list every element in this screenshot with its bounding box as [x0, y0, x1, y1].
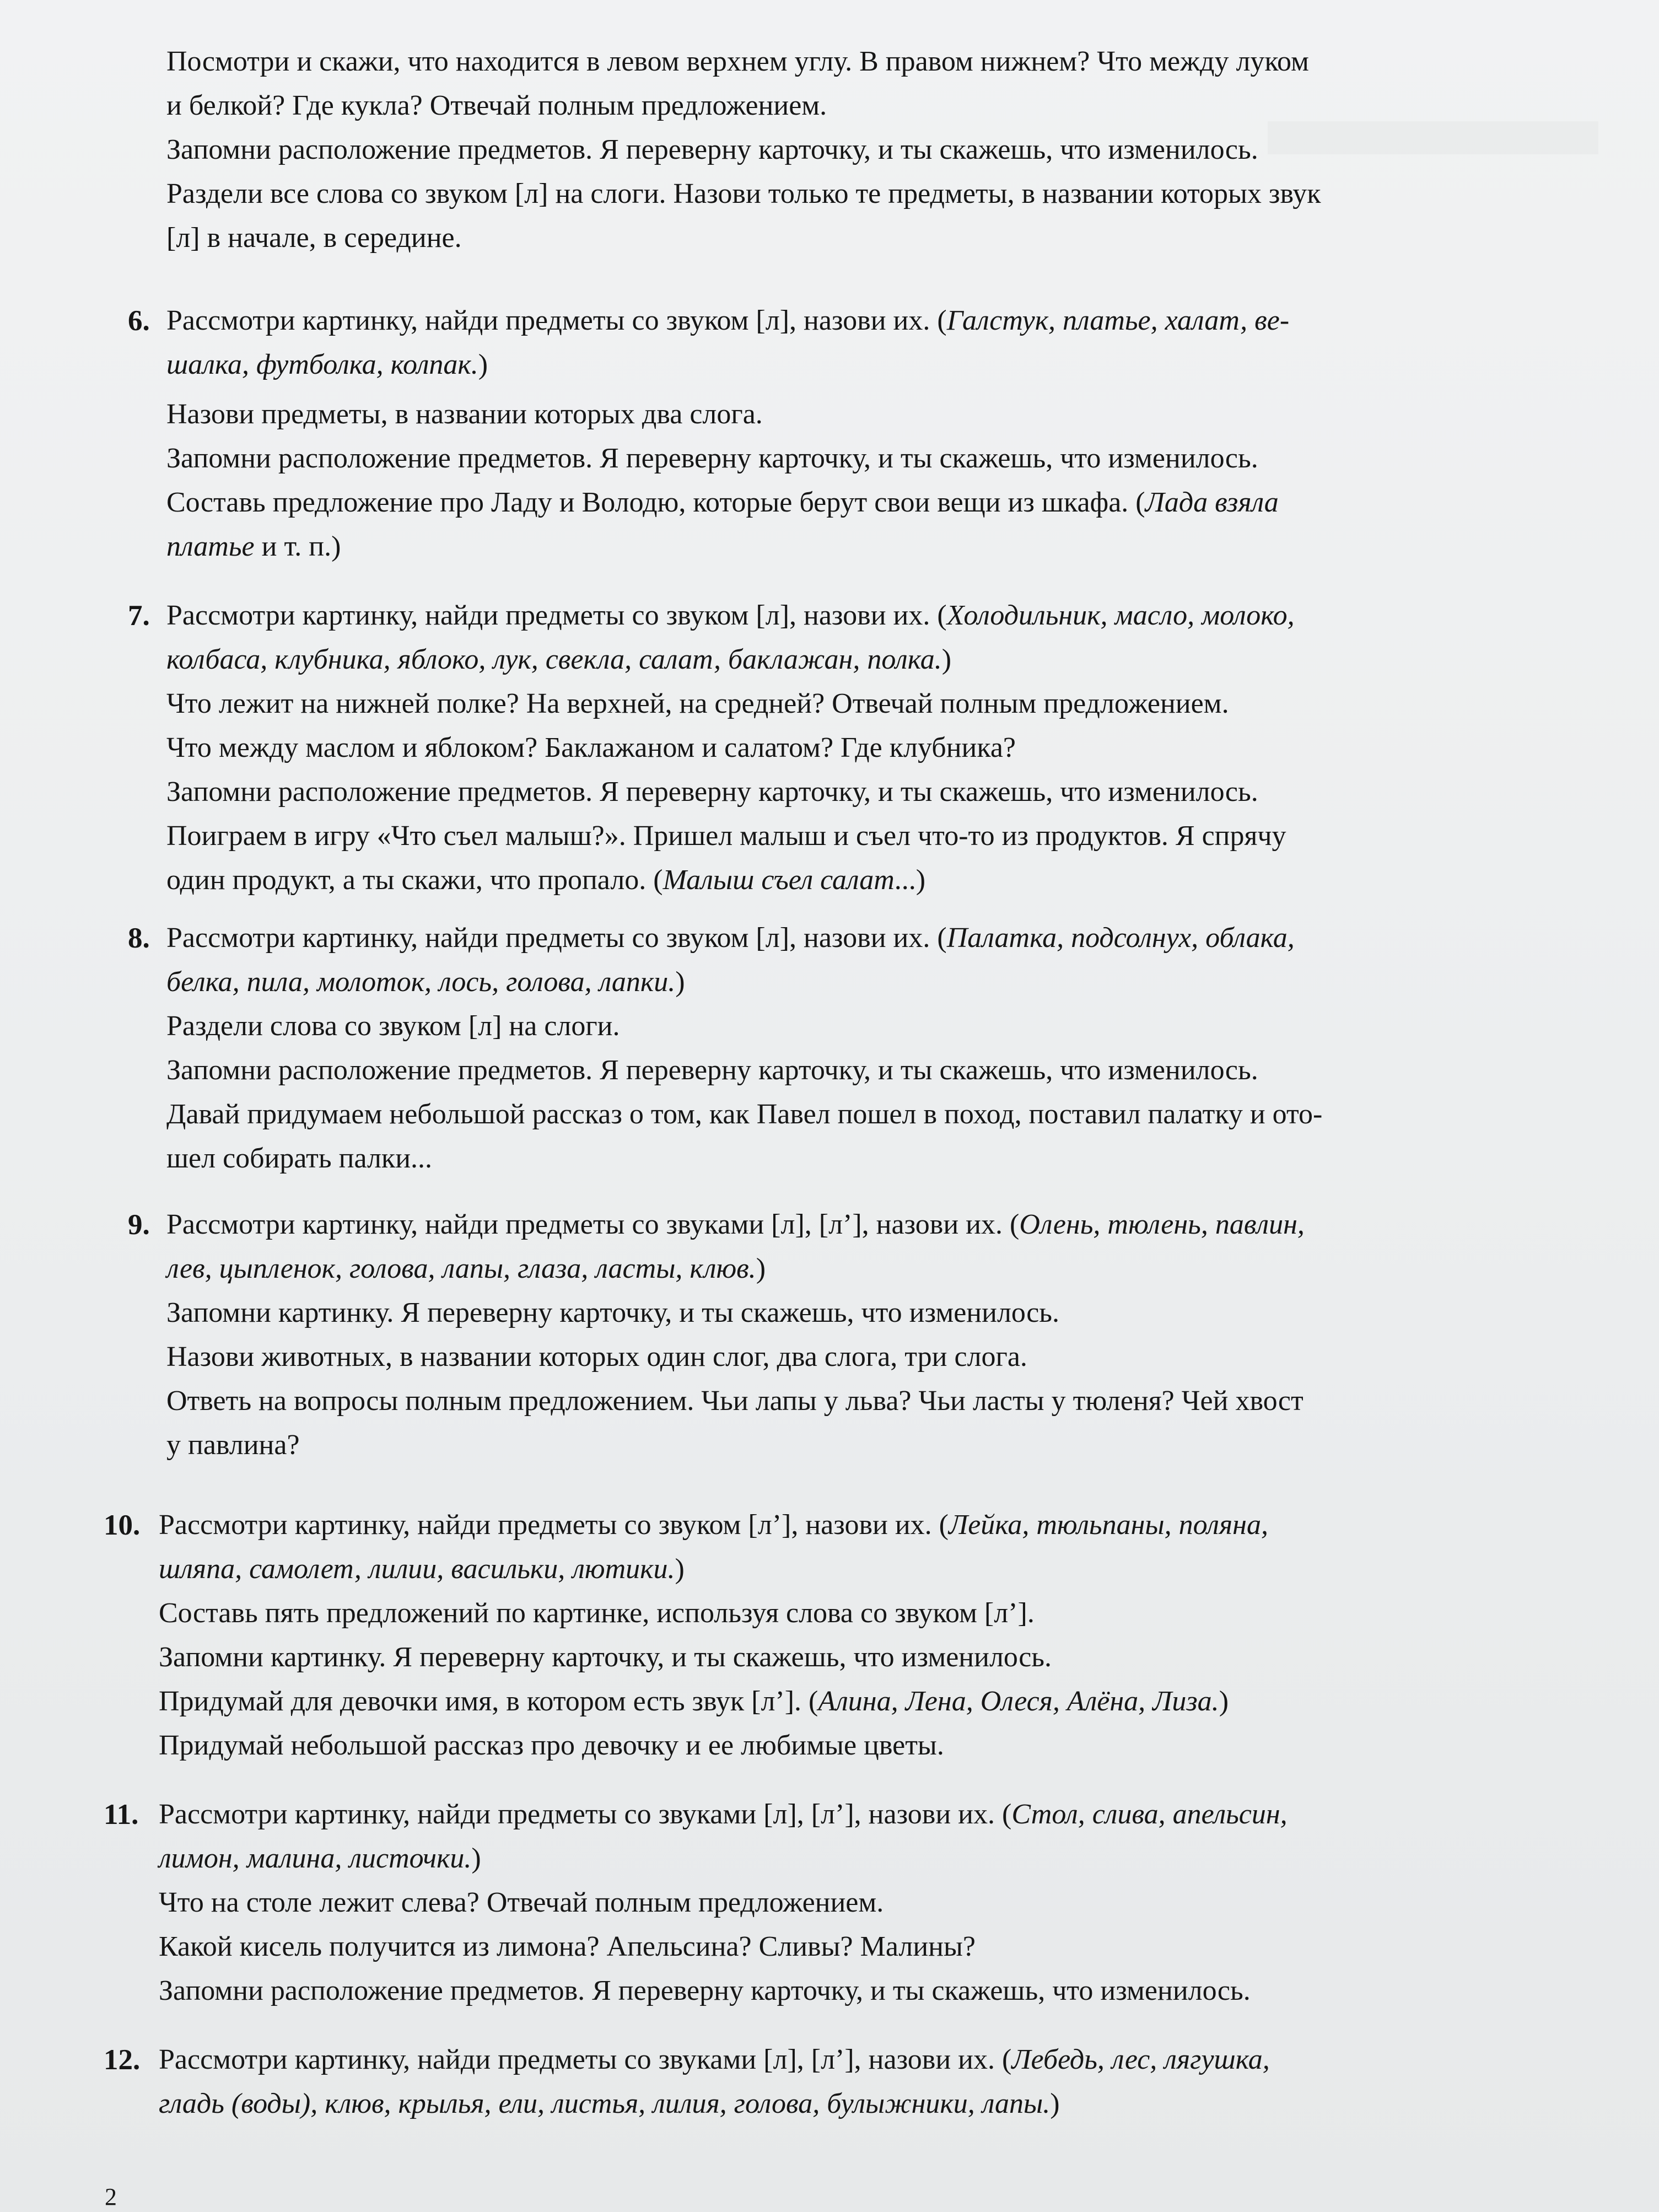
exercise-text: Что между маслом и яблоком? Баклажаном и салатом? Где клубника?: [166, 732, 1016, 763]
exercise-text: у павлина?: [166, 1429, 300, 1461]
exercise-line: [166, 598, 1295, 633]
answer-example: Олень, тюлень, павлин,: [1019, 1209, 1305, 1240]
exercise-line: [166, 921, 1295, 956]
exercise-text: Рассмотри картинку, найди предметы со звуками [л], [л’], назови их. (: [166, 1209, 1020, 1240]
exercise-text: Какой кисель получится из лимона? Апельсина? Сливы? Малины?: [159, 1931, 976, 1962]
bleed-through-texture: [1268, 121, 1598, 154]
answer-example: шляпа, самолет, лилии, васильки, лютики.: [159, 1553, 675, 1585]
intro-line: Посмотри и скажи, что находится в левом верхнем углу. В правом нижнем? Что между луком: [166, 46, 1309, 77]
answer-example: Лада взяла: [1145, 487, 1279, 518]
exercise-line: [159, 2042, 1270, 2078]
exercise-line: [166, 965, 685, 1000]
intro-line: и белкой? Где кукла? Отвечай полным предложением.: [166, 90, 827, 121]
exercise-line: [166, 686, 1229, 722]
exercise-line: [159, 1640, 1052, 1675]
exercise-line: [159, 1508, 1268, 1543]
exercise-text: Рассмотри картинку, найди предметы со звуком [л], назови их. (: [166, 600, 947, 631]
answer-example: колбаса, клубника, яблоко, лук, свекла, салат, баклажан, полка.: [166, 644, 942, 675]
exercise-line: [166, 1295, 1059, 1331]
exercise-text-tail: ): [675, 966, 685, 998]
exercise-line: [166, 730, 1016, 766]
exercise-text: Запомни расположение предметов. Я переверну карточку, и ты скажешь, что изменилось.: [166, 443, 1258, 474]
intro-line: Запомни расположение предметов. Я переверну карточку, и ты скажешь, что изменилось.: [166, 134, 1258, 165]
exercise-text-tail: ...): [894, 864, 926, 896]
exercise-number: 11.: [104, 1799, 139, 1831]
exercise-number: 9.: [128, 1209, 150, 1241]
exercise-line: [166, 1141, 432, 1176]
exercise-line: [159, 1841, 481, 1876]
answer-example: шалка, футболка, колпак.: [166, 349, 478, 380]
exercise-line: [166, 642, 951, 677]
exercise-text: шел собирать палки...: [166, 1143, 433, 1174]
exercise-line: [166, 441, 1258, 476]
exercise-text: Ответь на вопросы полным предложением. Чьи лапы у льва? Чьи ласты у тюленя? Чей хвост: [166, 1385, 1304, 1417]
exercise-text-tail: ): [756, 1253, 766, 1284]
exercise-text: Запомни картинку. Я переверну карточку, и ты скажешь, что изменилось.: [166, 1297, 1059, 1328]
exercise-line: [159, 1973, 1251, 2009]
exercise-number: 8.: [128, 922, 150, 954]
exercise-text-tail: и т. п.): [254, 531, 341, 562]
answer-example: платье: [166, 531, 255, 562]
exercise-number: 12.: [104, 2044, 141, 2076]
exercise-number: 10.: [104, 1509, 141, 1541]
exercise-text: Что на столе лежит слева? Отвечай полным предложением.: [159, 1887, 884, 1918]
exercise-text-tail: ): [471, 1843, 481, 1874]
exercise-text: Назови животных, в названии которых один слог, два слога, три слога.: [166, 1341, 1027, 1373]
exercise-line: [159, 2086, 1060, 2122]
exercise-line: [166, 1339, 1027, 1375]
exercise-text: Рассмотри картинку, найди предметы со звуком [л], назови их. (: [166, 922, 947, 954]
exercise-text: Придумай для девочки имя, в котором есть звук [л’]. (: [159, 1686, 818, 1717]
exercise-line: [159, 1929, 976, 1965]
exercise-number: 7.: [128, 600, 150, 632]
exercise-text: Давай придумаем небольшой рассказ о том, как Павел пошел в поход, поставил палатку и ото-: [166, 1099, 1323, 1130]
exercise-text: Рассмотри картинку, найди предметы со звуками [л], [л’], назови их. (: [159, 2044, 1012, 2075]
exercise-line: [166, 1009, 620, 1044]
exercise-line: [159, 1728, 944, 1763]
exercise-line: [166, 485, 1279, 520]
exercise-text: Запомни расположение предметов. Я переверну карточку, и ты скажешь, что изменилось.: [159, 1975, 1251, 2006]
exercise-line: [166, 863, 925, 898]
answer-example: Галстук, платье, халат, ве-: [946, 305, 1290, 336]
exercise-line: [166, 1053, 1258, 1088]
exercise-line: [166, 529, 341, 564]
exercise-line: [166, 397, 763, 432]
exercise-text: Рассмотри картинку, найди предметы со звуком [л’], назови их. (: [159, 1509, 949, 1541]
exercise-text-tail: ): [1050, 2088, 1060, 2119]
exercise-line: [166, 1207, 1305, 1242]
answer-example: лимон, малина, листочки.: [159, 1843, 472, 1874]
answer-example: Лебедь, лес, лягушка,: [1011, 2044, 1270, 2075]
intro-line: Раздели все слова со звуком [л] на слоги. Назови только те предметы, в названии которых звук: [166, 178, 1321, 209]
answer-example: Лейка, тюльпаны, поляна,: [949, 1509, 1268, 1541]
exercise-text-tail: ): [478, 349, 488, 380]
exercise-text: Запомни расположение предметов. Я переверну карточку, и ты скажешь, что изменилось.: [166, 1054, 1258, 1086]
exercise-line: [166, 774, 1258, 810]
exercise-text: один продукт, а ты скажи, что пропало. (: [166, 864, 663, 896]
exercise-line: [159, 1684, 1229, 1719]
exercise-line: [159, 1797, 1288, 1832]
answer-example: гладь (воды), клюв, крылья, ели, листья, лилия, голова, булыжники, лапы.: [159, 2088, 1051, 2119]
answer-example: лев, цыпленок, голова, лапы, глаза, ласты, клюв.: [166, 1253, 756, 1284]
exercise-line: [166, 303, 1289, 338]
exercise-text: Назови предметы, в названии которых два слога.: [166, 399, 763, 430]
exercise-line: [166, 1428, 300, 1463]
exercise-line: [166, 1251, 766, 1287]
page-number: 2: [105, 2183, 117, 2210]
exercise-text-tail: ): [675, 1553, 685, 1585]
answer-example: Алина, Лена, Олеся, Алёна, Лиза.: [818, 1686, 1219, 1717]
answer-example: Стол, слива, апельсин,: [1011, 1799, 1288, 1830]
exercise-text-tail: ): [941, 644, 952, 675]
exercise-text: Составь предложение про Ладу и Володю, которые берут свои вещи из шкафа. (: [166, 487, 1145, 518]
intro-line: [л] в начале, в середине.: [166, 222, 462, 254]
answer-example: Холодильник, масло, молоко,: [946, 600, 1295, 631]
answer-example: Палатка, подсолнух, облака,: [946, 922, 1295, 954]
exercise-text: Придумай небольшой рассказ про девочку и ее любимые цветы.: [159, 1730, 944, 1761]
exercise-line: [159, 1552, 685, 1587]
exercise-text-tail: ): [1219, 1686, 1229, 1717]
exercise-line: [159, 1885, 884, 1920]
answer-example: Малыш съел салат: [662, 864, 895, 896]
exercise-text: Рассмотри картинку, найди предметы со звуками [л], [л’], назови их. (: [159, 1799, 1012, 1830]
exercise-line: [159, 1596, 1035, 1631]
exercise-line: [166, 347, 488, 383]
exercise-text: Что лежит на нижней полке? На верхней, на средней? Отвечай полным предложением.: [166, 688, 1229, 719]
exercise-text: Составь пять предложений по картинке, используя слова со звуком [л’].: [159, 1597, 1035, 1629]
exercise-line: [166, 1384, 1304, 1419]
exercise-line: [166, 1097, 1322, 1132]
exercise-text: Раздели слова со звуком [л] на слоги.: [166, 1010, 620, 1042]
exercise-number: 6.: [128, 305, 150, 337]
exercise-text: Поиграем в игру «Что съел малыш?». Пришел малыш и съел что-то из продуктов. Я спрячу: [166, 820, 1286, 852]
exercise-text: Рассмотри картинку, найди предметы со звуком [л], назови их. (: [166, 305, 947, 336]
exercise-line: [166, 819, 1286, 854]
exercise-text: Запомни картинку. Я переверну карточку, и ты скажешь, что изменилось.: [159, 1641, 1052, 1673]
exercise-text: Запомни расположение предметов. Я переверну карточку, и ты скажешь, что изменилось.: [166, 776, 1258, 808]
answer-example: белка, пила, молоток, лось, голова, лапки.: [166, 966, 676, 998]
